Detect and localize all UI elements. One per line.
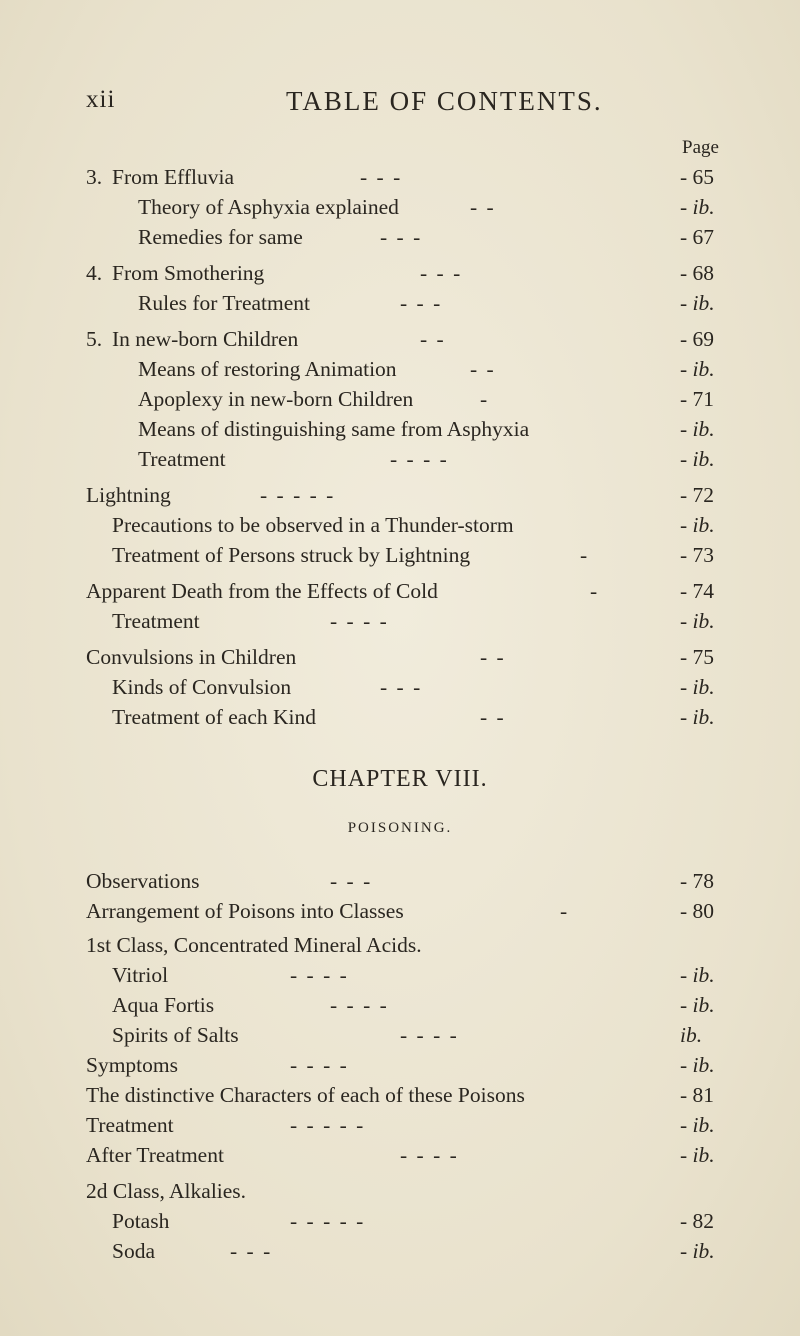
entry-page-number: - ib. <box>680 291 715 315</box>
entry-page-number: - 65 <box>680 165 715 189</box>
entry-title: Treatment <box>86 1113 174 1137</box>
toc-entry <box>0 896 800 926</box>
leader-dashes: - - - - <box>400 1143 459 1167</box>
entry-page-number: - ib. <box>680 1053 715 1077</box>
entry-title: 1st Class, Concentrated Mineral Acids. <box>86 933 422 957</box>
entry-title: Theory of Asphyxia explained <box>138 195 399 219</box>
toc-entry <box>0 162 800 192</box>
leader-dashes: - <box>480 387 490 411</box>
entry-page-number: - ib. <box>680 609 715 633</box>
entry-title: Treatment of each Kind <box>112 705 316 729</box>
entry-page-number: - 78 <box>680 869 715 893</box>
toc-entry <box>0 642 800 672</box>
entry-title: After Treatment <box>86 1143 224 1167</box>
entry-page-number: - ib. <box>680 195 715 219</box>
leader-dashes: - - <box>480 705 506 729</box>
leader-dashes: - - - <box>330 869 373 893</box>
entry-title: Treatment <box>112 609 200 633</box>
leader-dashes: - - <box>470 357 496 381</box>
leader-dashes: - - <box>470 195 496 219</box>
entry-title: Apparent Death from the Effects of Cold <box>86 579 438 603</box>
entry-title: Precautions to be observed in a Thunder-storm <box>112 513 514 537</box>
entry-title: Lightning <box>86 483 171 507</box>
entry-title: Vitriol <box>112 963 169 987</box>
entry-page-number: - 68 <box>680 261 715 285</box>
leader-dashes: - <box>560 899 570 923</box>
entry-title: The distinctive Characters of each of these Poisons <box>86 1083 525 1107</box>
leader-dashes: - - - - <box>400 1023 459 1047</box>
toc-entry <box>0 672 800 702</box>
toc-entry <box>0 222 800 252</box>
toc-entry <box>0 1080 800 1110</box>
entry-title: Spirits of Salts <box>112 1023 239 1047</box>
leader-dashes: - - - <box>380 675 423 699</box>
toc-entry <box>0 990 800 1020</box>
entry-title: Observations <box>86 869 200 893</box>
entry-page-number: - 75 <box>680 645 715 669</box>
leader-dashes: - - - - <box>290 963 349 987</box>
leader-dashes: - - - <box>420 261 463 285</box>
toc-entry <box>0 1110 800 1140</box>
leader-dashes: - - - - - <box>290 1209 366 1233</box>
toc-entry <box>0 192 800 222</box>
toc-entry <box>0 324 800 354</box>
entry-page-number: - 71 <box>680 387 715 411</box>
leader-dashes: - - - - <box>290 1053 349 1077</box>
leader-dashes: - - - - - <box>290 1113 366 1137</box>
page-title: TABLE OF CONTENTS. <box>286 86 603 116</box>
entry-title: Treatment <box>138 447 226 471</box>
leader-dashes: - <box>580 543 590 567</box>
entry-page-number: - ib. <box>680 513 715 537</box>
entry-title: Symptoms <box>86 1053 178 1077</box>
entry-title: Kinds of Convulsion <box>112 675 292 699</box>
leader-dashes: - - - - <box>330 993 389 1017</box>
entry-page-number: - 81 <box>680 1083 715 1107</box>
leader-dashes: - - - <box>400 291 443 315</box>
entry-page-number: - 72 <box>680 483 715 507</box>
entry-page-number: - ib. <box>680 1143 715 1167</box>
entry-page-number: - 82 <box>680 1209 715 1233</box>
toc-entry <box>0 540 800 570</box>
toc-entry <box>0 702 800 732</box>
entry-page-number: - 67 <box>680 225 715 249</box>
leader-dashes: - - <box>420 327 446 351</box>
toc-entry <box>0 444 800 474</box>
entry-title: Remedies for same <box>138 225 303 249</box>
leader-dashes: - - - <box>380 225 423 249</box>
toc-entry <box>0 576 800 606</box>
toc-entry <box>0 384 800 414</box>
toc-entry <box>0 1176 800 1206</box>
entry-page-number: - ib. <box>680 447 715 471</box>
entry-page-number: - 73 <box>680 543 715 567</box>
entry-page-number: - ib. <box>680 1239 715 1263</box>
toc-entry <box>0 930 800 960</box>
leader-dashes: - <box>590 579 600 603</box>
entry-page-number: - ib. <box>680 357 715 381</box>
entry-title: Means of distinguishing same from Asphyxia <box>138 417 530 441</box>
toc-entry <box>0 480 800 510</box>
entry-page-number: - ib. <box>680 417 715 441</box>
leader-dashes: - - - - - <box>260 483 336 507</box>
leader-dashes: - - - - <box>390 447 449 471</box>
toc-entry <box>0 1140 800 1170</box>
toc-entry <box>0 960 800 990</box>
toc-entry <box>0 606 800 636</box>
entry-page-number: ib. <box>680 1023 703 1047</box>
toc-entry <box>0 258 800 288</box>
leader-dashes: - - <box>480 645 506 669</box>
entry-title: From Effluvia <box>112 165 235 189</box>
toc-entry <box>0 354 800 384</box>
entry-title: Means of restoring Animation <box>138 357 397 381</box>
toc-entry <box>0 510 800 540</box>
entry-number: 4. <box>86 261 103 285</box>
entry-page-number: - ib. <box>680 993 715 1017</box>
entry-page-number: - ib. <box>680 675 715 699</box>
entry-number: 3. <box>86 165 103 189</box>
entry-title: Soda <box>112 1239 155 1263</box>
page-number: xii <box>86 86 116 113</box>
entry-title: Potash <box>112 1209 170 1233</box>
running-header <box>86 82 726 118</box>
toc-entry <box>0 1050 800 1080</box>
entry-page-number: - ib. <box>680 963 715 987</box>
entry-title: Aqua Fortis <box>112 993 215 1017</box>
entry-title: Rules for Treatment <box>138 291 310 315</box>
chapter-heading: CHAPTER VIII. <box>312 766 488 792</box>
entry-page-number: - 69 <box>680 327 715 351</box>
toc-entry <box>0 414 800 444</box>
page-column-label: Page <box>682 137 719 158</box>
entry-page-number: - 80 <box>680 899 715 923</box>
toc-entry <box>0 1236 800 1266</box>
entry-title: Convulsions in Children <box>86 645 297 669</box>
entry-title: In new-born Children <box>112 327 299 351</box>
toc-entry <box>0 1206 800 1236</box>
entry-title: Apoplexy in new-born Children <box>138 387 414 411</box>
entry-number: 5. <box>86 327 103 351</box>
chapter-subheading: POISONING. <box>347 820 453 836</box>
toc-entry <box>0 866 800 896</box>
entry-title: Treatment of Persons struck by Lightning <box>112 543 471 567</box>
entry-title: 2d Class, Alkalies. <box>86 1179 247 1203</box>
toc-entry <box>0 1020 800 1050</box>
entry-page-number: - 74 <box>680 579 715 603</box>
entry-title: Arrangement of Poisons into Classes <box>86 899 404 923</box>
entry-page-number: - ib. <box>680 1113 715 1137</box>
entry-page-number: - ib. <box>680 705 715 729</box>
entry-title: From Smothering <box>112 261 265 285</box>
leader-dashes: - - - <box>230 1239 273 1263</box>
leader-dashes: - - - <box>360 165 403 189</box>
leader-dashes: - - - - <box>330 609 389 633</box>
toc-entry <box>0 288 800 318</box>
